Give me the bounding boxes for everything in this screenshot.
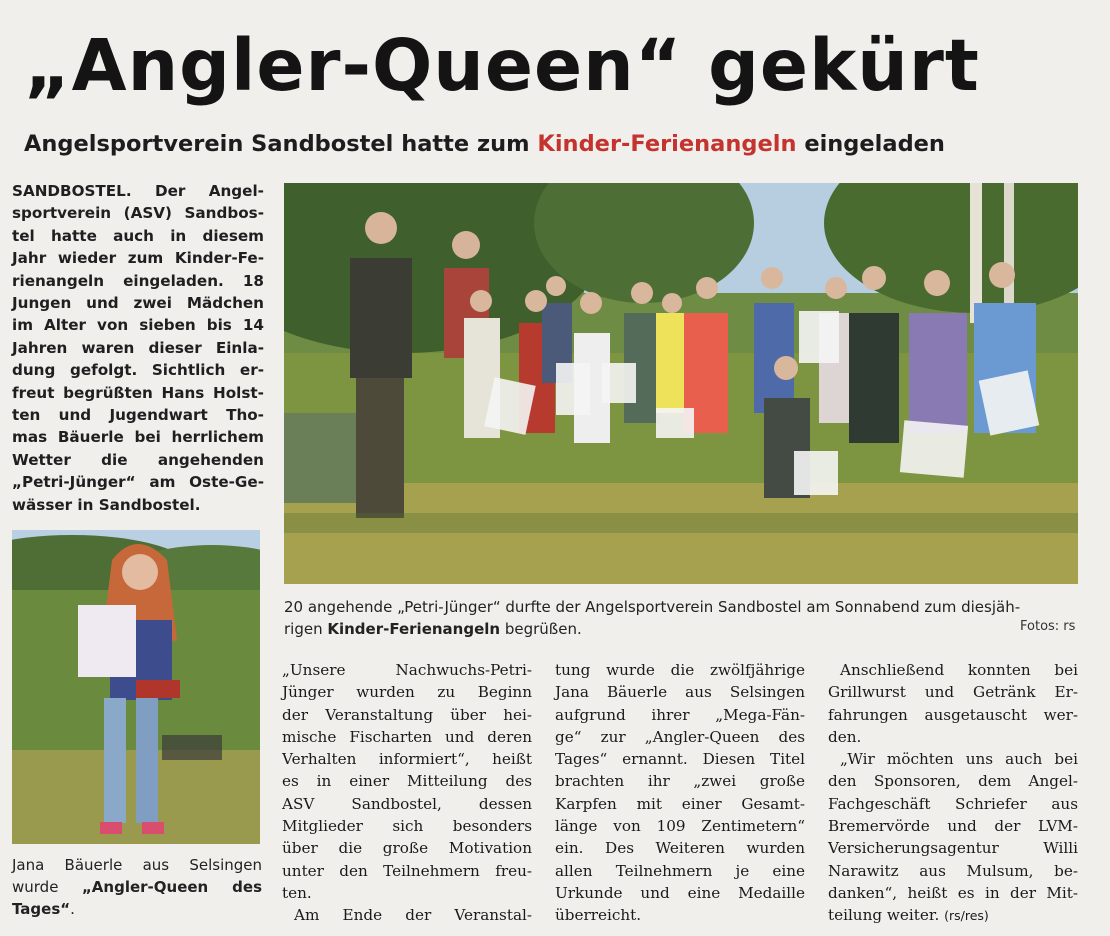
- lead-line: Jungen und zwei Mädchen: [12, 294, 264, 313]
- lead-line: Jahren waren dieser Einla-: [12, 338, 264, 357]
- article-line: Verhalten informiert“, heißt: [282, 750, 532, 769]
- article-line: Versicherungsagentur Willi: [828, 839, 1078, 858]
- article-line: brachten ihr „zwei große: [555, 772, 805, 791]
- article-line: unter den Teilnehmern freu-: [282, 861, 532, 880]
- article-line: Karpfen mit einer Gesamt-: [555, 794, 805, 813]
- photo-caption-text: begrüßen.: [500, 620, 582, 638]
- article-line: tung wurde die zwölfjährige: [555, 661, 805, 679]
- lead-line: wässer in Sandbostel.: [12, 495, 201, 514]
- portrait-photo: [12, 530, 260, 844]
- article-line: danken“, heißt es in der Mit-: [828, 883, 1078, 902]
- article-line: Fachgeschäft Schriefer aus: [828, 794, 1078, 813]
- portrait-caption-line: [12, 876, 262, 898]
- article-line: mische Fischarten und deren: [282, 727, 532, 746]
- lead-line: „Petri-Jünger“ am Oste-Ge-: [12, 473, 264, 492]
- article-line: Mitglieder sich besonders: [282, 817, 532, 836]
- subheadline-after: eingeladen: [796, 131, 945, 157]
- article-line: „Wir möchten uns auch bei: [840, 750, 1078, 769]
- lead-line: tel hatte auch in diesem: [12, 226, 264, 245]
- lead-place: SANDBOSTEL.: [12, 182, 132, 200]
- lead-line-text: Der Angel-: [131, 182, 264, 200]
- article-line: den Sponsoren, dem Angel-: [828, 772, 1078, 791]
- article-line: ein. Des Weiteren wurden: [555, 839, 805, 858]
- lead-line: rienangeln eingeladen. 18: [12, 271, 264, 290]
- article-line: aufgrund ihrer „Mega-Fän-: [555, 705, 805, 724]
- portrait-caption-bold: „Angler-Queen des: [81, 878, 263, 896]
- photo-caption-text: rigen: [284, 620, 328, 638]
- portrait-caption-text: .: [70, 900, 75, 918]
- article-line: Grillwurst und Getränk Er-: [828, 683, 1078, 702]
- photo-caption-line: [284, 618, 1080, 640]
- article-line: ge“ zur „Angler-Queen des: [555, 727, 805, 746]
- lead-line: mas Bäuerle bei herrlichem: [12, 428, 264, 447]
- subheadline-before: Angelsportverein Sandbostel hatte zum: [24, 131, 538, 157]
- article-credit: (rs/res): [944, 908, 989, 924]
- article-line: überreicht.: [555, 906, 642, 925]
- article-line: länge von 109 Zentimetern“: [555, 817, 805, 836]
- lead-line: dung gefolgt. Sichtlich er-: [12, 361, 264, 380]
- article-column-3: [828, 659, 1078, 928]
- article-line: über die große Motivation: [282, 839, 532, 858]
- article-line: Anschließend konnten bei: [840, 661, 1078, 679]
- article-line-text: teilung weiter.: [828, 906, 940, 925]
- portrait-caption-line: [12, 898, 262, 920]
- portrait-caption-text: wurde: [12, 878, 82, 896]
- portrait-caption-bold: Tages“: [12, 900, 71, 918]
- article-line: der Veranstaltung über hei-: [282, 705, 532, 724]
- portrait-caption: [12, 854, 262, 920]
- article-line: den.: [828, 727, 862, 746]
- article-line: ASV Sandbostel, dessen: [282, 794, 532, 813]
- lead-paragraph: [12, 180, 264, 516]
- article-line: Jana Bäuerle aus Selsingen: [555, 683, 805, 702]
- article-column-1: [282, 659, 532, 927]
- photo-caption-bold: Kinder-Ferienangeln: [327, 620, 501, 638]
- article-line: Tages“ ernannt. Diesen Titel: [555, 750, 805, 769]
- subheadline: [24, 128, 1084, 160]
- article-line: Urkunde und eine Medaille: [555, 883, 805, 902]
- portrait-photo-illustration: [12, 530, 260, 844]
- lead-line: Wetter die angehenden: [12, 450, 264, 469]
- article-column-2: [555, 659, 805, 927]
- portrait-caption-line: Jana Bäuerle aus Selsingen: [12, 856, 262, 874]
- article-line: ten.: [282, 883, 312, 902]
- lead-line: [12, 180, 264, 202]
- article-line: allen Teilnehmern je eine: [555, 861, 805, 880]
- lead-line: freut begrüßten Hans Holst-: [12, 383, 264, 402]
- article-line: Bremervörde und der LVM-: [828, 817, 1078, 836]
- photo-credit: Fotos: rs: [1020, 619, 1076, 634]
- lead-line: ten und Jugendwart Tho-: [12, 406, 264, 425]
- article-line: „Unsere Nachwuchs-Petri-: [282, 661, 532, 679]
- article-line: es in einer Mitteilung des: [282, 772, 532, 791]
- group-photo: [284, 183, 1078, 584]
- article-line: Am Ende der Veranstal-: [294, 906, 532, 925]
- photo-caption: [284, 596, 1080, 640]
- photo-caption-line: 20 angehende „Petri-Jünger“ durfte der Angelsportverein Sandbostel am Sonnabend zum diesjäh-: [284, 598, 1021, 616]
- article-line: Narawitz aus Mulsum, be-: [828, 861, 1078, 880]
- subheadline-highlight: Kinder-Ferienangeln: [537, 131, 797, 157]
- group-photo-illustration: [284, 183, 1078, 584]
- lead-line: sportverein (ASV) Sandbos-: [12, 204, 264, 223]
- lead-line: Jahr wieder zum Kinder-Fe-: [12, 249, 264, 268]
- lead-line: im Alter von sieben bis 14: [12, 316, 264, 335]
- article-line: fahrungen ausgetauscht wer-: [828, 705, 1078, 724]
- article-line: Jünger wurden zu Beginn: [282, 683, 532, 702]
- headline: „Angler-Queen“ gekürt: [24, 24, 980, 107]
- article-line: [828, 904, 1078, 927]
